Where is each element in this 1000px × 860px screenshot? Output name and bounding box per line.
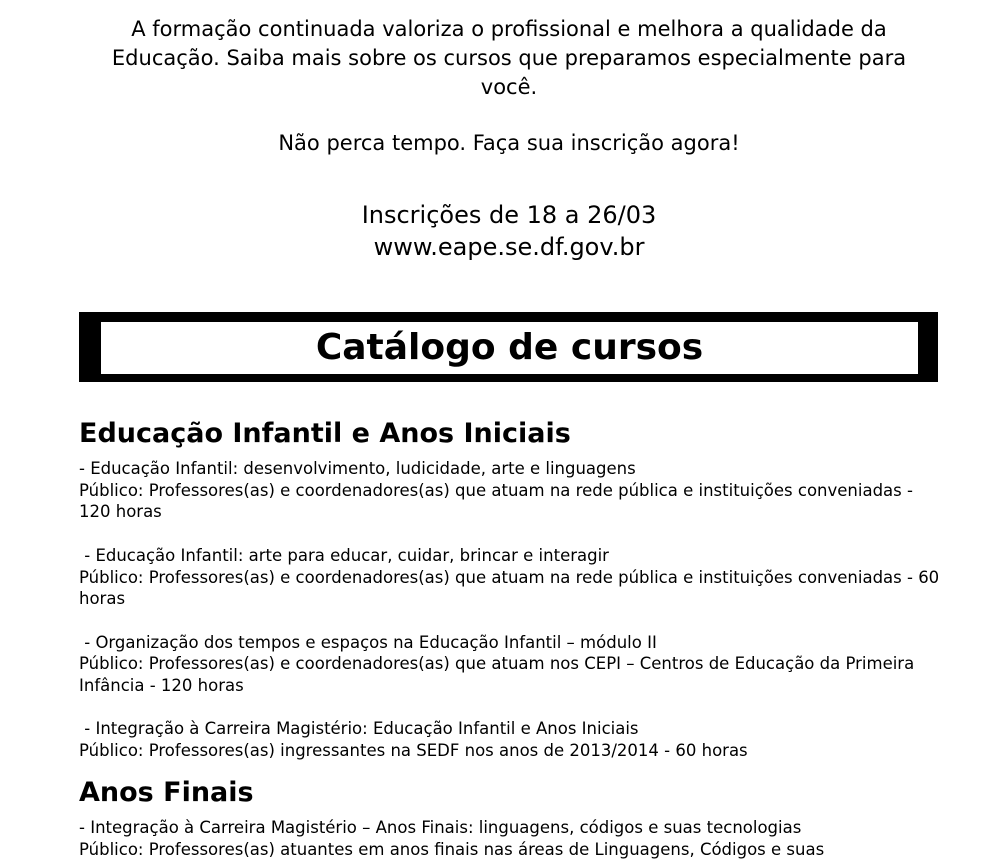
course-item (79, 817, 949, 860)
course-item (79, 718, 949, 761)
course-audience: Público: Professores(as) e coordenadores(as) que atuam na rede pública e instituições conveniadas - 60 horas (79, 567, 945, 609)
course-name: - Integração à Carreira Magistério – Anos Finais: linguagens, códigos e suas tecnologias (79, 817, 802, 837)
intro-paragraph: A formação continuada valoriza o profissional e melhora a qualidade da Educação. Saiba mais sobre os cursos que preparamos especialmente para você. (111, 17, 907, 99)
course-name: - Educação Infantil: desenvolvimento, ludicidade, arte e linguagens (79, 459, 636, 478)
course-list (79, 817, 949, 860)
course-item (79, 458, 949, 523)
registration-dates: Inscrições de 18 a 26/03 (361, 201, 657, 229)
course-audience: Público: Professores(as) e coordenadores(as) que atuam na rede pública e instituições conveniadas - 120 horas (79, 480, 919, 522)
section-title: Anos Finais (79, 776, 254, 808)
course-audience: Público: Professores(as) atuantes em anos finais nas áreas de Linguagens, Códigos e suas (79, 839, 825, 859)
section-educacao-infantil (79, 415, 949, 762)
catalog-banner-inner (101, 322, 918, 374)
call-to-action: Não perca tempo. Faça sua inscrição agora! (278, 131, 740, 155)
intro-block (90, 15, 928, 158)
course-name: - Educação Infantil: arte para educar, cuidar, brincar e interagir (79, 545, 609, 565)
registration-info (90, 199, 928, 263)
section-anos-finais (79, 774, 949, 860)
course-item (79, 632, 949, 697)
course-item (79, 545, 949, 610)
section-title: Educação Infantil e Anos Iniciais (79, 418, 571, 449)
registration-website[interactable]: www.eape.se.df.gov.br (373, 233, 645, 261)
course-list (79, 458, 949, 762)
catalog-title: Catálogo de cursos (315, 327, 704, 368)
course-audience: Público: Professores(as) e coordenadores(as) que atuam nos CEPI – Centros de Educação da Primeira Infância - 120 horas (79, 654, 920, 695)
course-name: - Organização dos tempos e espaços na Educação Infantil – módulo II (79, 632, 657, 652)
course-name: - Integração à Carreira Magistério: Educação Infantil e Anos Iniciais (79, 719, 639, 739)
catalog-content (79, 415, 949, 860)
catalog-banner (79, 312, 938, 382)
course-audience: Público: Professores(as) ingressantes na SEDF nos anos de 2013/2014 - 60 horas (79, 741, 748, 761)
